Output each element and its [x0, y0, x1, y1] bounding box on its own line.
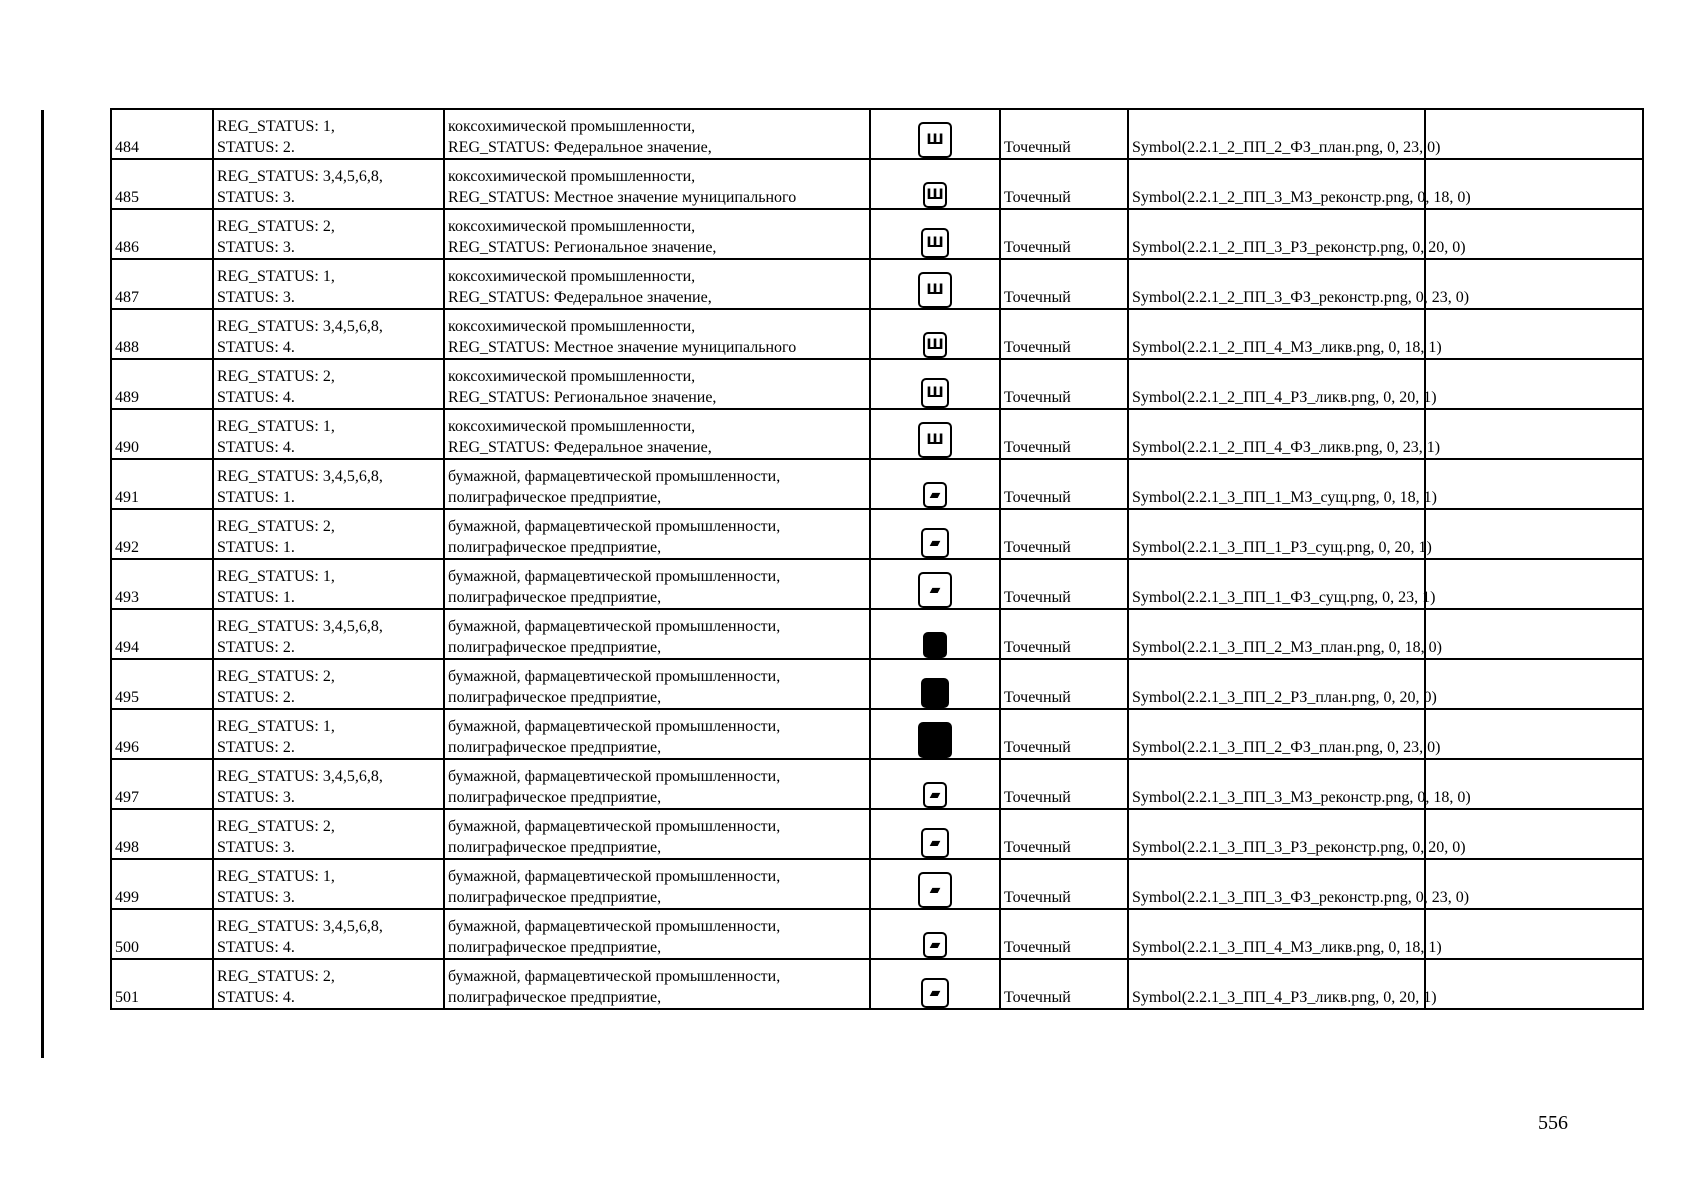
table-row	[111, 209, 1643, 259]
description-line-1: коксохимической промышленности,	[448, 168, 696, 185]
symbol-definition-cell: Symbol(2.2.1_3_ПП_3_ФЗ_реконстр.png, 0, 23, 0)	[1128, 859, 1425, 909]
status-cell	[213, 709, 444, 759]
table-row	[111, 759, 1643, 809]
symbol-definition-cell: Symbol(2.2.1_3_ПП_4_МЗ_ликв.png, 0, 18, 1)	[1128, 909, 1425, 959]
status-text: STATUS: 4.	[217, 439, 295, 456]
icon-cell	[870, 409, 1000, 459]
description-line-1: бумажной, фармацевтической промышленности,	[448, 968, 781, 985]
table-row	[111, 509, 1643, 559]
description-line-1: бумажной, фармацевтической промышленности,	[448, 718, 781, 735]
table-row	[111, 659, 1643, 709]
description-cell	[444, 409, 870, 459]
status-text: STATUS: 2.	[217, 639, 295, 656]
row-number: 492	[111, 509, 213, 559]
reg-status-text: REG_STATUS: 1,	[217, 268, 335, 285]
description-cell	[444, 709, 870, 759]
symbol-definition-cell: Symbol(2.2.1_2_ПП_3_РЗ_реконстр.png, 0, 20, 0)	[1128, 209, 1425, 259]
row-number: 495	[111, 659, 213, 709]
coke-plant-regional-liquidation-icon: Ш	[921, 378, 949, 408]
status-text: STATUS: 4.	[217, 389, 295, 406]
status-text: STATUS: 1.	[217, 489, 295, 506]
status-text: STATUS: 4.	[217, 989, 295, 1006]
status-cell	[213, 159, 444, 209]
description-line-1: бумажной, фармацевтической промышленности,	[448, 568, 781, 585]
status-text: STATUS: 4.	[217, 939, 295, 956]
table-row	[111, 309, 1643, 359]
geometry-type-cell: Точечный	[1000, 759, 1128, 809]
icon-cell	[870, 109, 1000, 159]
paper-plant-local-liquidation-icon: ▰	[923, 932, 947, 958]
description-cell	[444, 859, 870, 909]
symbol-definition-cell: Symbol(2.2.1_2_ПП_3_ФЗ_реконстр.png, 0, 23, 0)	[1128, 259, 1425, 309]
description-cell	[444, 309, 870, 359]
description-line-1: бумажной, фармацевтической промышленности,	[448, 668, 781, 685]
icon-cell	[870, 609, 1000, 659]
description-cell	[444, 459, 870, 509]
status-cell	[213, 409, 444, 459]
description-line-1: коксохимической промышленности,	[448, 218, 696, 235]
icon-cell	[870, 359, 1000, 409]
empty-cell	[1425, 909, 1643, 959]
description-line-2: полиграфическое предприятие,	[448, 739, 662, 756]
row-number: 486	[111, 209, 213, 259]
description-line-2: полиграфическое предприятие,	[448, 589, 662, 606]
icon-cell	[870, 659, 1000, 709]
status-text: STATUS: 3.	[217, 839, 295, 856]
description-line-2: REG_STATUS: Местное значение муниципального	[448, 189, 797, 206]
left-margin-line	[41, 110, 44, 1058]
description-line-2: REG_STATUS: Федеральное значение,	[448, 139, 712, 156]
page-number: 556	[1538, 1112, 1568, 1134]
description-line-2: полиграфическое предприятие,	[448, 489, 662, 506]
description-cell	[444, 109, 870, 159]
reg-status-text: REG_STATUS: 2,	[217, 968, 335, 985]
geometry-type-cell: Точечный	[1000, 959, 1128, 1009]
reg-status-text: REG_STATUS: 3,4,5,6,8,	[217, 768, 383, 785]
description-cell	[444, 909, 870, 959]
description-cell	[444, 559, 870, 609]
icon-cell	[870, 509, 1000, 559]
status-cell	[213, 759, 444, 809]
description-cell	[444, 959, 870, 1009]
table-row	[111, 259, 1643, 309]
icon-cell	[870, 959, 1000, 1009]
reg-status-text: REG_STATUS: 3,4,5,6,8,	[217, 918, 383, 935]
description-line-2: полиграфическое предприятие,	[448, 689, 662, 706]
description-cell	[444, 659, 870, 709]
table-row	[111, 709, 1643, 759]
status-cell	[213, 659, 444, 709]
description-line-1: бумажной, фармацевтической промышленности,	[448, 918, 781, 935]
status-cell	[213, 859, 444, 909]
reg-status-text: REG_STATUS: 1,	[217, 568, 335, 585]
geometry-type-cell: Точечный	[1000, 709, 1128, 759]
empty-cell	[1425, 609, 1643, 659]
table-row	[111, 559, 1643, 609]
empty-cell	[1425, 659, 1643, 709]
icon-cell	[870, 559, 1000, 609]
status-text: STATUS: 2.	[217, 689, 295, 706]
coke-plant-local-reconstruction-icon: Ш	[923, 182, 947, 208]
symbol-definition-cell: Symbol(2.2.1_3_ПП_2_ФЗ_план.png, 0, 23, 0)	[1128, 709, 1425, 759]
coke-plant-federal-liquidation-icon: Ш	[918, 422, 952, 458]
description-cell	[444, 609, 870, 659]
paper-plant-local-existing-icon: ▰	[923, 482, 947, 508]
icon-cell	[870, 709, 1000, 759]
empty-cell	[1425, 359, 1643, 409]
status-text: STATUS: 1.	[217, 539, 295, 556]
symbol-definition-cell: Symbol(2.2.1_2_ПП_4_РЗ_ликв.png, 0, 20, 1)	[1128, 359, 1425, 409]
empty-cell	[1425, 459, 1643, 509]
coke-plant-regional-reconstruction-icon: Ш	[921, 228, 949, 258]
description-cell	[444, 759, 870, 809]
geometry-type-cell: Точечный	[1000, 509, 1128, 559]
table-row	[111, 809, 1643, 859]
symbol-definition-cell: Symbol(2.2.1_2_ПП_3_МЗ_реконстр.png, 0, 18, 0)	[1128, 159, 1425, 209]
row-number: 490	[111, 409, 213, 459]
description-line-1: коксохимической промышленности,	[448, 368, 696, 385]
icon-cell	[870, 259, 1000, 309]
icon-cell	[870, 859, 1000, 909]
status-text: STATUS: 3.	[217, 789, 295, 806]
description-cell	[444, 359, 870, 409]
table-row	[111, 959, 1643, 1009]
table-row	[111, 459, 1643, 509]
empty-cell	[1425, 709, 1643, 759]
reg-status-text: REG_STATUS: 2,	[217, 818, 335, 835]
icon-cell	[870, 809, 1000, 859]
geometry-type-cell: Точечный	[1000, 109, 1128, 159]
paper-plant-federal-reconstruction-icon: ▰	[918, 872, 952, 908]
status-text: STATUS: 2.	[217, 739, 295, 756]
description-line-1: бумажной, фармацевтической промышленности,	[448, 618, 781, 635]
empty-cell	[1425, 559, 1643, 609]
coke-plant-federal-reconstruction-icon: Ш	[918, 272, 952, 308]
row-number: 491	[111, 459, 213, 509]
geometry-type-cell: Точечный	[1000, 209, 1128, 259]
status-text: STATUS: 3.	[217, 289, 295, 306]
symbol-definition-cell: Symbol(2.2.1_3_ПП_3_МЗ_реконстр.png, 0, 18, 0)	[1128, 759, 1425, 809]
reg-status-text: REG_STATUS: 3,4,5,6,8,	[217, 318, 383, 335]
reg-status-text: REG_STATUS: 1,	[217, 868, 335, 885]
table-row	[111, 409, 1643, 459]
table-row	[111, 109, 1643, 159]
row-number: 487	[111, 259, 213, 309]
reg-status-text: REG_STATUS: 3,4,5,6,8,	[217, 468, 383, 485]
symbol-definition-cell: Symbol(2.2.1_3_ПП_2_РЗ_план.png, 0, 20, 0)	[1128, 659, 1425, 709]
description-line-2: REG_STATUS: Региональное значение,	[448, 389, 717, 406]
symbol-definition-cell: Symbol(2.2.1_3_ПП_2_МЗ_план.png, 0, 18, 0)	[1128, 609, 1425, 659]
symbol-definition-cell: Symbol(2.2.1_2_ПП_2_ФЗ_план.png, 0, 23, 0)	[1128, 109, 1425, 159]
icon-cell	[870, 909, 1000, 959]
description-cell	[444, 259, 870, 309]
description-line-1: коксохимической промышленности,	[448, 268, 696, 285]
geometry-type-cell: Точечный	[1000, 559, 1128, 609]
status-cell	[213, 309, 444, 359]
row-number: 498	[111, 809, 213, 859]
description-cell	[444, 809, 870, 859]
geometry-type-cell: Точечный	[1000, 409, 1128, 459]
description-line-2: REG_STATUS: Федеральное значение,	[448, 289, 712, 306]
paper-plant-regional-planned-icon	[921, 678, 949, 708]
status-cell	[213, 609, 444, 659]
geometry-type-cell: Точечный	[1000, 859, 1128, 909]
description-line-1: бумажной, фармацевтической промышленности,	[448, 518, 781, 535]
row-number: 500	[111, 909, 213, 959]
geometry-type-cell: Точечный	[1000, 309, 1128, 359]
description-line-1: бумажной, фармацевтической промышленности,	[448, 818, 781, 835]
symbol-definition-cell: Symbol(2.2.1_3_ПП_1_РЗ_сущ.png, 0, 20, 1)	[1128, 509, 1425, 559]
table-row	[111, 609, 1643, 659]
geometry-type-cell: Точечный	[1000, 259, 1128, 309]
description-line-1: коксохимической промышленности,	[448, 118, 696, 135]
table-row	[111, 359, 1643, 409]
reg-status-text: REG_STATUS: 2,	[217, 668, 335, 685]
symbol-definition-cell: Symbol(2.2.1_2_ПП_4_ФЗ_ликв.png, 0, 23, 1)	[1128, 409, 1425, 459]
status-text: STATUS: 3.	[217, 889, 295, 906]
reg-status-text: REG_STATUS: 1,	[217, 118, 335, 135]
icon-cell	[870, 459, 1000, 509]
row-number: 501	[111, 959, 213, 1009]
paper-plant-federal-planned-icon	[918, 722, 952, 758]
reg-status-text: REG_STATUS: 2,	[217, 368, 335, 385]
description-line-2: полиграфическое предприятие,	[448, 989, 662, 1006]
description-line-2: REG_STATUS: Региональное значение,	[448, 239, 717, 256]
description-line-2: полиграфическое предприятие,	[448, 839, 662, 856]
paper-plant-regional-existing-icon: ▰	[921, 528, 949, 558]
table-row	[111, 159, 1643, 209]
status-cell	[213, 909, 444, 959]
reg-status-text: REG_STATUS: 3,4,5,6,8,	[217, 618, 383, 635]
description-line-1: коксохимической промышленности,	[448, 318, 696, 335]
description-cell	[444, 509, 870, 559]
description-cell	[444, 159, 870, 209]
row-number: 499	[111, 859, 213, 909]
status-text: STATUS: 2.	[217, 139, 295, 156]
description-line-2: полиграфическое предприятие,	[448, 539, 662, 556]
reg-status-text: REG_STATUS: 2,	[217, 518, 335, 535]
row-number: 484	[111, 109, 213, 159]
row-number: 494	[111, 609, 213, 659]
coke-plant-local-liquidation-icon: Ш	[923, 332, 947, 358]
paper-plant-federal-existing-icon: ▰	[918, 572, 952, 608]
reg-status-text: REG_STATUS: 3,4,5,6,8,	[217, 168, 383, 185]
description-line-1: бумажной, фармацевтической промышленности,	[448, 868, 781, 885]
geometry-type-cell: Точечный	[1000, 359, 1128, 409]
status-text: STATUS: 4.	[217, 339, 295, 356]
reg-status-text: REG_STATUS: 1,	[217, 418, 335, 435]
paper-plant-regional-liquidation-icon: ▰	[921, 978, 949, 1008]
row-number: 489	[111, 359, 213, 409]
status-cell	[213, 809, 444, 859]
description-line-2: REG_STATUS: Федеральное значение,	[448, 439, 712, 456]
paper-plant-regional-reconstruction-icon: ▰	[921, 828, 949, 858]
status-text: STATUS: 3.	[217, 189, 295, 206]
geometry-type-cell: Точечный	[1000, 159, 1128, 209]
row-number: 497	[111, 759, 213, 809]
symbol-definition-cell: Symbol(2.2.1_2_ПП_4_МЗ_ликв.png, 0, 18, 1)	[1128, 309, 1425, 359]
geometry-type-cell: Точечный	[1000, 459, 1128, 509]
description-line-1: бумажной, фармацевтической промышленности,	[448, 768, 781, 785]
symbol-table-body	[111, 109, 1643, 1009]
description-line-2: полиграфическое предприятие,	[448, 789, 662, 806]
symbol-definition-cell: Symbol(2.2.1_3_ПП_1_МЗ_сущ.png, 0, 18, 1)	[1128, 459, 1425, 509]
reg-status-text: REG_STATUS: 1,	[217, 718, 335, 735]
status-text: STATUS: 1.	[217, 589, 295, 606]
status-cell	[213, 259, 444, 309]
table-row	[111, 909, 1643, 959]
row-number: 496	[111, 709, 213, 759]
paper-plant-local-planned-icon	[923, 632, 947, 658]
geometry-type-cell: Точечный	[1000, 659, 1128, 709]
table-row	[111, 859, 1643, 909]
description-line-2: полиграфическое предприятие,	[448, 889, 662, 906]
empty-cell	[1425, 109, 1643, 159]
status-cell	[213, 959, 444, 1009]
geometry-type-cell: Точечный	[1000, 609, 1128, 659]
description-line-2: REG_STATUS: Местное значение муниципального	[448, 339, 797, 356]
description-cell	[444, 209, 870, 259]
status-cell	[213, 359, 444, 409]
description-line-2: полиграфическое предприятие,	[448, 639, 662, 656]
icon-cell	[870, 159, 1000, 209]
row-number: 493	[111, 559, 213, 609]
status-cell	[213, 209, 444, 259]
empty-cell	[1425, 509, 1643, 559]
symbol-definition-cell: Symbol(2.2.1_3_ПП_4_РЗ_ликв.png, 0, 20, 1)	[1128, 959, 1425, 1009]
row-number: 485	[111, 159, 213, 209]
paper-plant-local-reconstruction-icon: ▰	[923, 782, 947, 808]
status-cell	[213, 509, 444, 559]
description-line-1: бумажной, фармацевтической промышленности,	[448, 468, 781, 485]
status-text: STATUS: 3.	[217, 239, 295, 256]
description-line-2: полиграфическое предприятие,	[448, 939, 662, 956]
symbol-table	[110, 108, 1644, 1010]
description-line-1: коксохимической промышленности,	[448, 418, 696, 435]
icon-cell	[870, 759, 1000, 809]
geometry-type-cell: Точечный	[1000, 809, 1128, 859]
icon-cell	[870, 209, 1000, 259]
status-cell	[213, 559, 444, 609]
status-cell	[213, 109, 444, 159]
empty-cell	[1425, 409, 1643, 459]
row-number: 488	[111, 309, 213, 359]
symbol-definition-cell: Symbol(2.2.1_3_ПП_1_ФЗ_сущ.png, 0, 23, 1)	[1128, 559, 1425, 609]
symbol-definition-cell: Symbol(2.2.1_3_ПП_3_РЗ_реконстр.png, 0, 20, 0)	[1128, 809, 1425, 859]
empty-cell	[1425, 959, 1643, 1009]
geometry-type-cell: Точечный	[1000, 909, 1128, 959]
icon-cell	[870, 309, 1000, 359]
reg-status-text: REG_STATUS: 2,	[217, 218, 335, 235]
empty-cell	[1425, 309, 1643, 359]
status-cell	[213, 459, 444, 509]
coke-plant-federal-planned-icon: Ш	[918, 122, 952, 158]
